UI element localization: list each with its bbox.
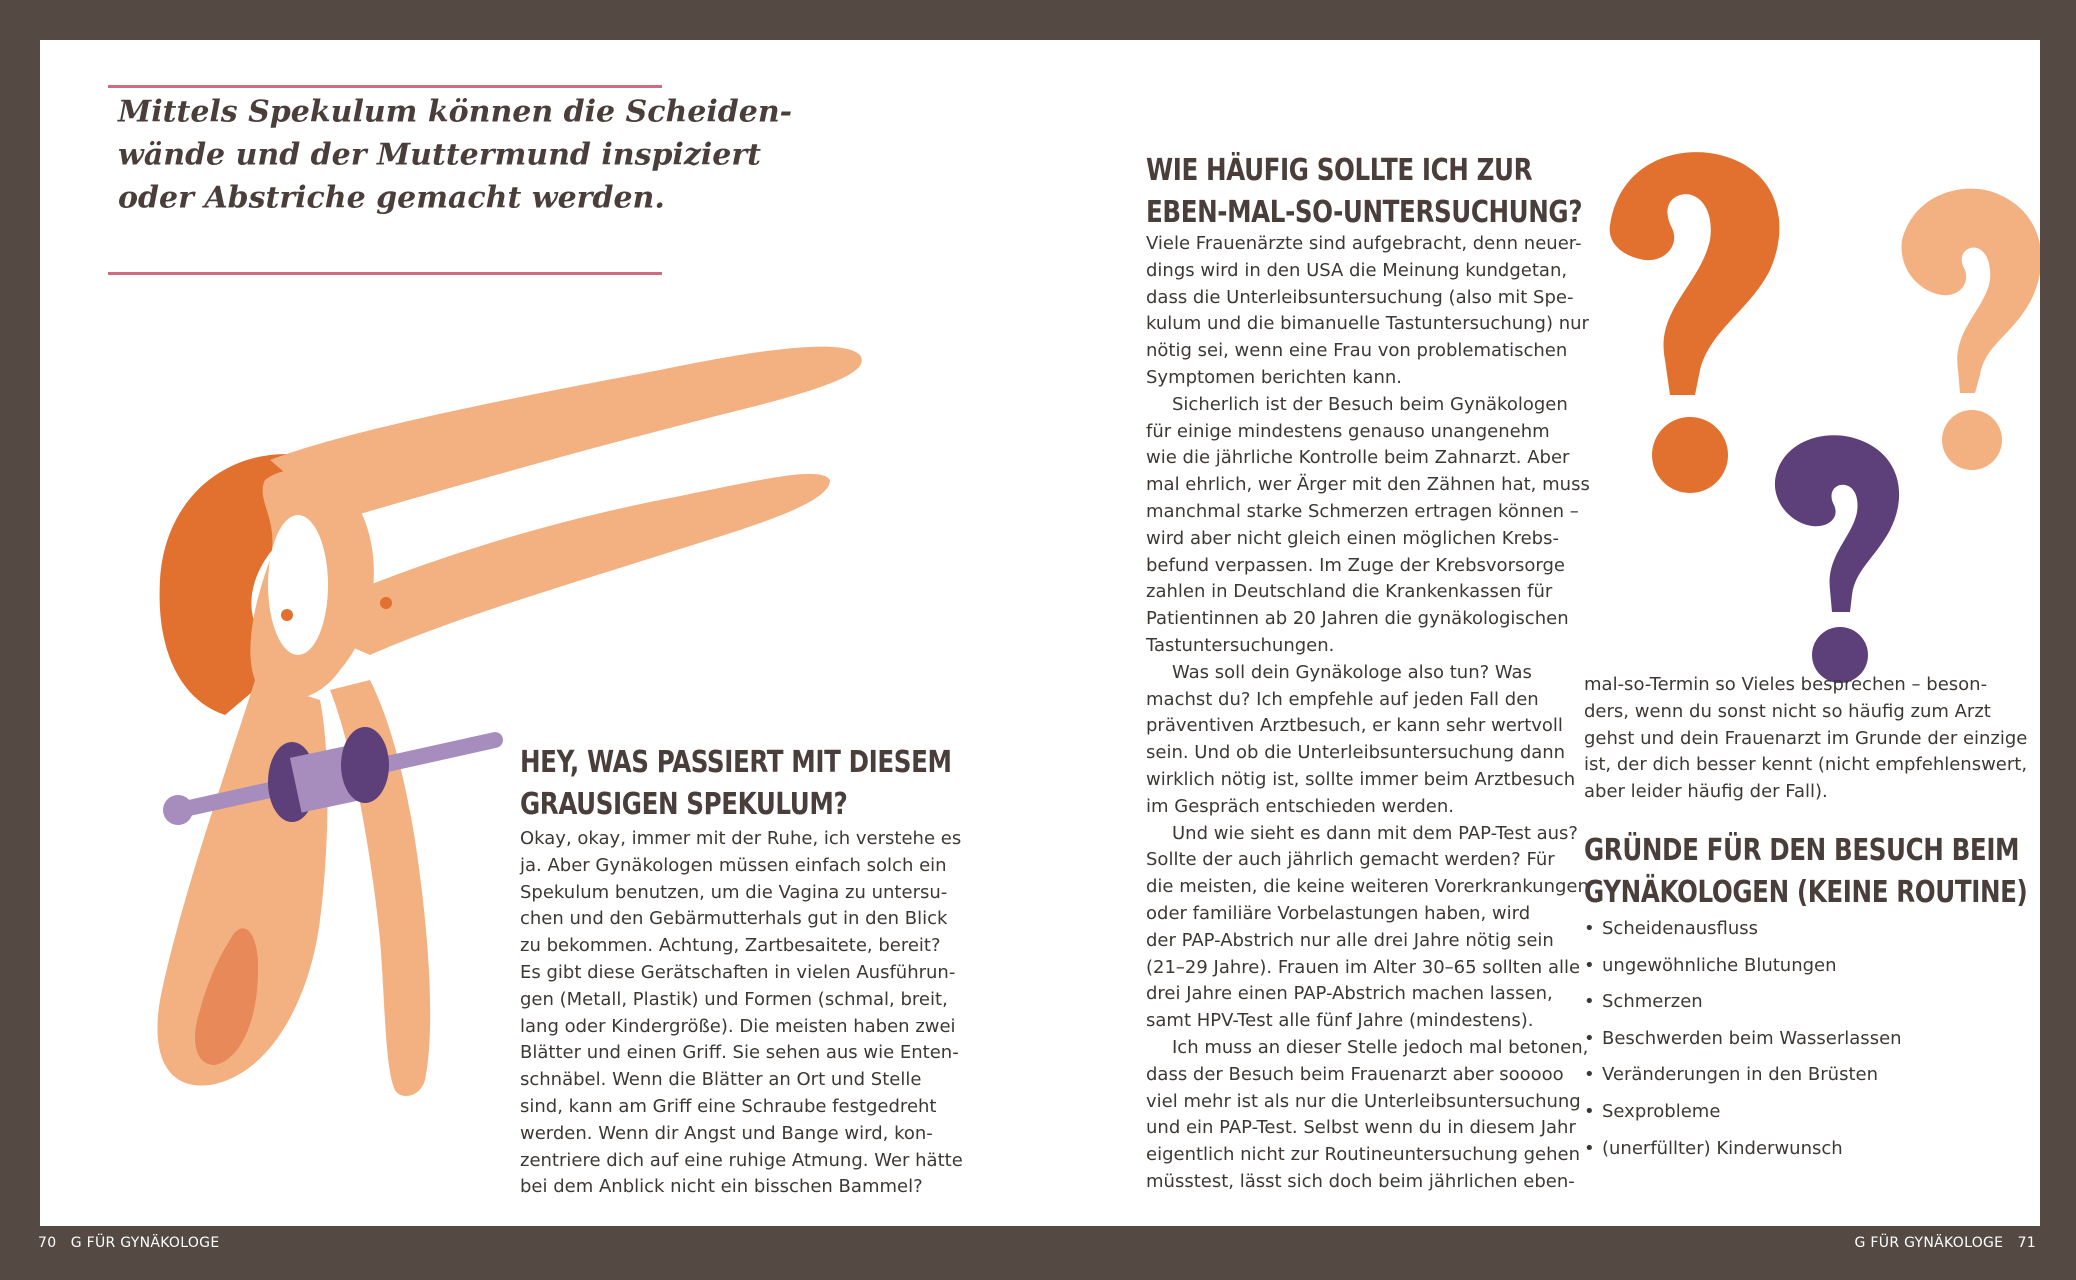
body-line: dass der Besuch beim Frauenarzt aber sooooo — [1146, 1063, 1564, 1085]
list-item-text: Scheidenausfluss — [1602, 918, 1759, 939]
body-line: wie die jährliche Kontrolle beim Zahnarzt. Aber — [1146, 447, 1570, 469]
list-item-text: Beschwerden beim Wasserlassen — [1602, 1027, 1902, 1049]
quote-line: Mittels Spekulum können die Scheiden- — [118, 94, 793, 130]
heading-line: GRÜNDE FÜR DEN BESUCH BEIM — [1584, 833, 2020, 868]
screw-nut — [341, 727, 389, 803]
body-line: Viele Frauenärzte sind aufgebracht, denn neuer- — [1146, 233, 1582, 254]
body-line: Sicherlich ist der Besuch beim Gynäkologen — [1172, 393, 1568, 415]
body-line: ders, wenn du sonst nicht so häufig zum Arzt — [1584, 700, 1991, 722]
body-line: zentriere dich auf eine ruhige Atmung. Wer hätte — [520, 1149, 963, 1171]
body-line: dass die Unterleibsuntersuchung (also mit Spe- — [1146, 286, 1574, 308]
body-line: ist, der dich besser kennt (nicht empfehlenswert, — [1584, 754, 2028, 776]
list-item-text: Schmerzen — [1602, 991, 1703, 1013]
body-line: Blätter und einen Griff. Sie sehen aus wie Enten- — [520, 1042, 959, 1064]
body-line: werden. Wenn dir Angst und Bange wird, kon- — [520, 1122, 933, 1144]
section-body-speculum — [520, 826, 963, 1201]
section-body-frequency — [1146, 231, 1590, 1196]
body-line: und ein PAP-Test. Selbst wenn du in diesem Jahr — [1146, 1117, 1576, 1139]
body-line: mal ehrlich, wer Ärger mit den Zähnen hat, muss — [1146, 474, 1590, 496]
body-line: zu bekommen. Achtung, Zartbesaitete, bereit? — [520, 935, 941, 957]
body-line: eigentlich nicht zur Routineuntersuchung gehen — [1146, 1144, 1580, 1166]
question-mark-purple — [1775, 435, 1899, 683]
heading-line: GYNÄKOLOGEN (KEINE ROUTINE) — [1584, 875, 2028, 910]
speculum-dot — [281, 609, 293, 621]
quote-line: wände und der Muttermund inspiziert — [118, 137, 762, 173]
body-line: (21–29 Jahre). Frauen im Alter 30–65 sollten alle — [1146, 956, 1581, 978]
list-item-text: Veränderungen in den Brüsten — [1602, 1064, 1879, 1086]
question-mark-peach — [1902, 189, 2040, 470]
body-line: zahlen in Deutschland die Krankenkassen für — [1146, 581, 1553, 603]
body-line: kulum und die bimanuelle Tastuntersuchung) nur — [1146, 313, 1589, 335]
heading-line: HEY, WAS PASSIERT MIT DIESEM — [520, 745, 952, 780]
heading-line: EBEN-MAL-SO-UNTERSUCHUNG? — [1146, 195, 1583, 230]
body-line: machst du? Ich empfehle auf jeden Fall den — [1146, 688, 1539, 710]
body-line: mal-so-Termin so Vieles besprechen – beson- — [1584, 674, 1988, 695]
body-line: im Gespräch entschieden werden. — [1146, 795, 1454, 817]
body-line: gen (Metall, Plastik) und Formen (schmal, breit, — [520, 988, 948, 1010]
body-line: oder familiäre Vorbelastungen haben, wird — [1146, 902, 1531, 924]
body-line: ja. Aber Gynäkologen müssen einfach solch ein — [520, 854, 947, 876]
list-item — [1584, 1026, 1902, 1063]
body-line: präventiven Arztbesuch, er kann sehr wertvoll — [1146, 715, 1563, 737]
list-item — [1584, 953, 1902, 990]
body-line: Patientinnen ab 20 Jahren die gynäkologischen — [1146, 608, 1569, 630]
body-line: sind, kann am Griff eine Schraube festgedreht — [520, 1095, 937, 1117]
footer-right — [1855, 1235, 2036, 1251]
section-heading-frequency — [1146, 150, 1582, 234]
section-heading-reasons — [1584, 830, 2027, 914]
body-line: chen und den Gebärmutterhals gut in den Blick — [520, 908, 948, 930]
body-line: nötig sei, wenn eine Frau von problematischen — [1146, 340, 1568, 362]
body-line: Symptomen berichten kann. — [1146, 366, 1402, 388]
section-body-frequency-continued — [1584, 672, 2027, 806]
body-line: sein. Und ob die Unterleibsuntersuchung dann — [1146, 742, 1566, 764]
book-spread — [40, 40, 2040, 1226]
list-item — [1584, 989, 1902, 1026]
footer-left — [38, 1235, 219, 1251]
heading-line: GRAUSIGEN SPEKULUM? — [520, 787, 848, 822]
running-title-right: G FÜR GYNÄKOLOGE — [1854, 1235, 2004, 1251]
running-title-left: G FÜR GYNÄKOLOGE — [70, 1235, 220, 1251]
list-item — [1584, 1062, 1902, 1099]
body-line: drei Jahre einen PAP-Abstrich machen lassen, — [1146, 983, 1553, 1005]
list-item-text: ungewöhnliche Blutungen — [1602, 954, 1837, 976]
body-line: Ich muss an dieser Stelle jedoch mal betonen, — [1172, 1036, 1589, 1058]
body-line: bei dem Anblick nicht ein bisschen Bammel? — [520, 1176, 923, 1198]
body-line: Und wie sieht es dann mit dem PAP-Test aus? — [1172, 822, 1578, 844]
page-number-left: 70 — [38, 1235, 57, 1251]
body-line: gehst und dein Frauenarzt im Grunde der einzige — [1584, 727, 2028, 749]
list-item — [1584, 1136, 1902, 1173]
body-line: lang oder Kindergröße). Die meisten haben zwei — [520, 1015, 956, 1037]
body-line: befund verpassen. Im Zuge der Krebsvorsorge — [1146, 554, 1565, 576]
body-line: für einige mindestens genauso unangenehm — [1146, 420, 1550, 442]
body-line: aber leider häufig der Fall). — [1584, 781, 1828, 803]
heading-line: WIE HÄUFIG SOLLTE ICH ZUR — [1146, 153, 1533, 188]
quote-line: oder Abstriche gemacht werden. — [118, 180, 665, 216]
body-line: viel mehr ist als nur die Unterleibsuntersuchung — [1146, 1090, 1581, 1112]
body-line: wirklich nötig ist, sollte immer beim Arztbesuch — [1146, 768, 1576, 790]
body-line: Was soll dein Gynäkologe also tun? Was — [1172, 661, 1532, 683]
body-line: die meisten, die keine weiteren Vorerkrankungen — [1146, 876, 1589, 898]
question-mark-orange — [1610, 152, 1780, 493]
section-heading-speculum — [520, 742, 952, 826]
body-line: Es gibt diese Gerätschaften in vielen Ausführun- — [520, 961, 956, 983]
list-item-text: (unerfüllter) Kinderwunsch — [1602, 1137, 1843, 1159]
body-line: samt HPV-Test alle fünf Jahre (mindestens). — [1146, 1010, 1534, 1032]
reasons-list — [1584, 916, 1902, 1172]
body-line: Tastuntersuchungen. — [1146, 634, 1335, 656]
body-line: Okay, okay, immer mit der Ruhe, ich verstehe es — [520, 828, 962, 849]
body-line: wird aber nicht gleich einen möglichen Krebs- — [1146, 527, 1559, 549]
body-line: müsstest, lässt sich doch beim jährlichen eben- — [1146, 1170, 1575, 1192]
body-line: Spekulum benutzen, um die Vagina zu untersu- — [520, 881, 948, 903]
body-line: Sollte der auch jährlich gemacht werden? Für — [1146, 849, 1555, 871]
speculum-ring-hole — [268, 515, 328, 655]
list-item — [1584, 916, 1902, 953]
screw-cap — [163, 795, 193, 825]
speculum-dot — [380, 597, 392, 609]
body-line: schnäbel. Wenn die Blätter an Ort und Stelle — [520, 1069, 922, 1091]
list-item-text: Sexprobleme — [1602, 1100, 1721, 1122]
list-item — [1584, 1099, 1902, 1136]
body-line: der PAP-Abstrich nur alle drei Jahre nötig sein — [1146, 929, 1554, 951]
page-number-right: 71 — [2017, 1235, 2036, 1251]
body-line: dings wird in den USA die Meinung kundgetan, — [1146, 259, 1568, 281]
body-line: manchmal starke Schmerzen ertragen können – — [1146, 500, 1579, 522]
